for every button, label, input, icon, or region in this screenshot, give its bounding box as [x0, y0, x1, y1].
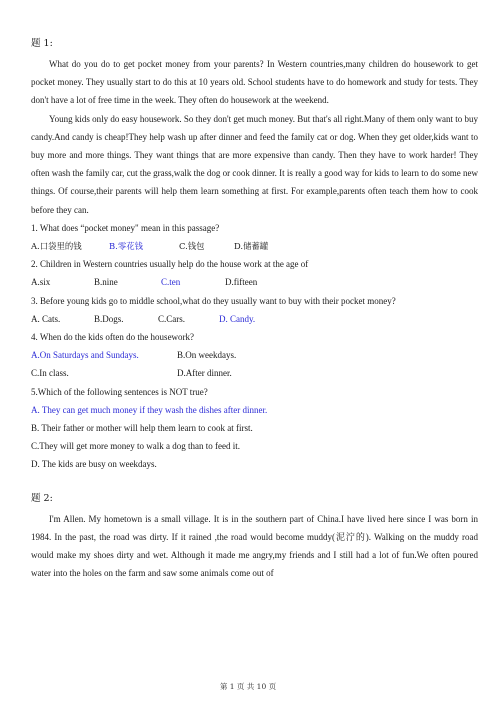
question-1-options	[31, 237, 478, 255]
option-1a: A.口袋里的钱	[31, 241, 82, 252]
option-4c: C.In class.	[31, 368, 69, 379]
option-5c: C.They will get more money to walk a dog than to feed it.	[31, 441, 240, 452]
question-4: 4. When do the kids often do the housework?	[31, 332, 195, 343]
question-label-1: 题 1:	[31, 38, 53, 49]
option-4b: B.On weekdays.	[177, 350, 237, 361]
option-1c: C.钱包	[179, 241, 205, 252]
option-1d: D.储蓄罐	[234, 241, 269, 252]
question-3: 3. Before young kids go to middle school,what do they usually want to buy with their pocket money?	[31, 295, 396, 306]
option-5d: D. The kids are busy on weekdays.	[31, 459, 157, 470]
document-page	[31, 31, 478, 582]
page-footer: 第 1 页 共 10 页	[219, 682, 277, 691]
option-2c-answer: C.ten	[161, 277, 181, 288]
passage-2-paragraph: I'm Allen. My hometown is a small village. It is in the southern part of China.I have lived here since I was born in 1984. In the past, the road was dirty. If it rained ,the road would become muddy(泥泞的). Walking on the muddy road would make my shoes dirty and wet. Although it made me angry,my friends and I still had a lot of fun.We often poured water into the holes on the farm and saw some animals come out of	[31, 513, 478, 579]
option-5a-answer: A. They can get much money if they wash the dishes after dinner.	[31, 404, 268, 415]
question-2: 2. Children in Western countries usually help do the house work at the age of	[31, 259, 309, 270]
option-4a-answer: A.On Saturdays and Sundays.	[31, 350, 139, 361]
option-3c: C.Cars.	[158, 313, 185, 324]
question-2-options	[31, 273, 478, 291]
question-3-options	[31, 310, 478, 328]
question-4-options-row-2	[31, 364, 478, 382]
option-3d-answer: D. Candy.	[219, 313, 256, 324]
option-2d: D.fifteen	[225, 277, 258, 288]
question-label-2: 题 2:	[31, 492, 53, 504]
option-4d: D.After dinner.	[177, 368, 232, 379]
passage-paragraph-2: Young kids only do easy housework. So they don't get much money. But that's all right.Many of them only want to buy candy.And candy is cheap!They help wash up after dinner and feed the family cat or dog. When they get older,kids want to buy more and more things. They want things that are more expensive than candy. Then they have to work harder! They often wash the family car, cut the grass,walk the dog or cook dinner. It is really a good way for kids to learn to do some new things. Of course,their parents will help them learn something at first. For example,parents often teach them how to cook before they can.	[31, 113, 478, 215]
option-5b: B. Their father or mother will help them learn to cook at first.	[31, 423, 253, 434]
question-5: 5.Which of the following sentences is NOT true?	[31, 386, 208, 397]
question-1: 1. What does “pocket money" mean in this passage?	[31, 222, 220, 233]
option-1b-answer: B.零花钱	[109, 241, 143, 252]
option-3b: B.Dogs.	[94, 313, 124, 324]
passage-paragraph-1: What do you do to get pocket money from your parents? In Western countries,many children do housework to get pocket money. They usually start to do this at 10 years old. School students have to do homework and study for tests. They don't have a lot of free time in the week. They often do housework at the weekend.	[31, 59, 478, 106]
option-2a: A.six	[31, 277, 51, 288]
question-4-options-row-1	[31, 346, 478, 364]
option-3a: A. Cats.	[31, 313, 61, 324]
option-2b: B.nine	[94, 277, 118, 288]
